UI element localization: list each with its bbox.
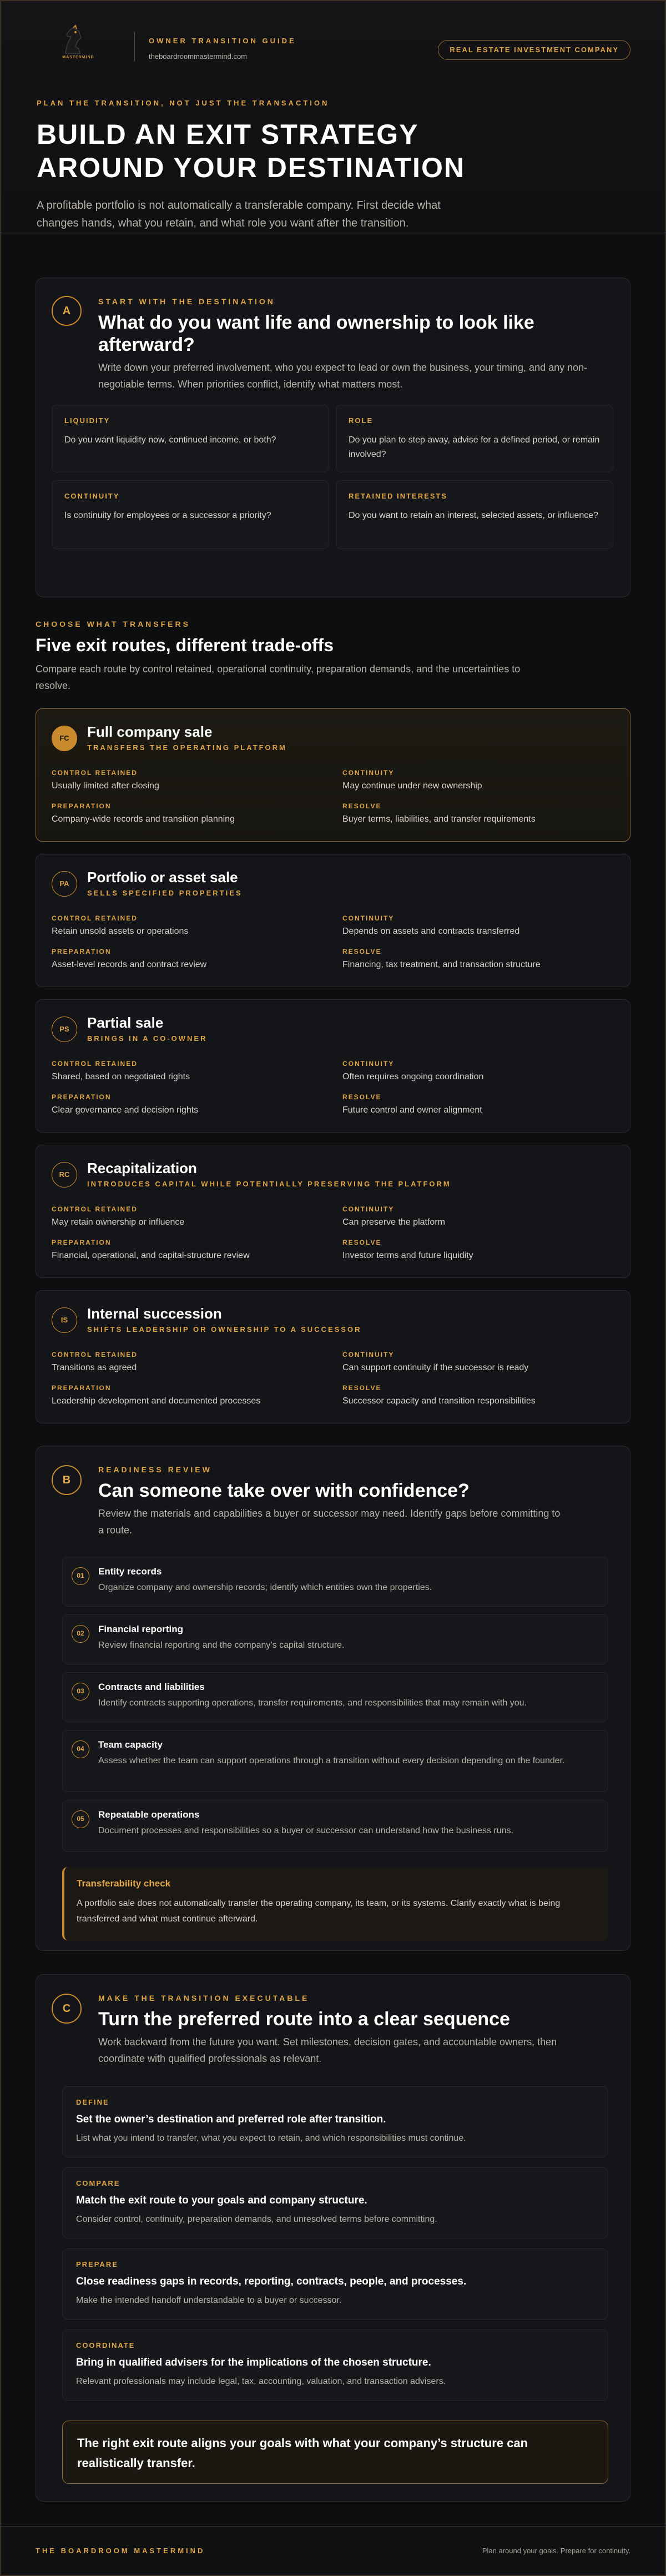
readiness-item-number: 05 bbox=[72, 1810, 89, 1828]
closing-text: The right exit route aligns your goals with what your company’s structure can realistically transfer. bbox=[77, 2436, 528, 2470]
route-label-continuity: CONTINUITY bbox=[342, 1060, 395, 1068]
section-c-lead: Work backward from the future you want. Set milestones, decision gates, and accountable owners, then coordinate with qualified professionals as relevant. bbox=[98, 2036, 557, 2064]
step-text: Make the intended handoff understandable to a buyer or successor. bbox=[76, 2296, 342, 2305]
route-label-continuity: CONTINUITY bbox=[342, 769, 395, 777]
transferability-callout bbox=[62, 1867, 608, 1940]
closing-statement bbox=[62, 2421, 608, 2484]
readiness-item-title: Contracts and liabilities bbox=[98, 1682, 205, 1692]
section-a-lead: Write down your preferred involvement, who you expect to lead or own the business, your timing, and any non-negotiable terms. When priorities conflict, identify what matters most. bbox=[98, 362, 588, 390]
route-value-resolve: Buyer terms, liabilities, and transfer requirements bbox=[342, 814, 536, 824]
route-label-control: CONTROL RETAINED bbox=[52, 769, 138, 777]
step-title: Close readiness gaps in records, reporting, contracts, people, and processes. bbox=[76, 2276, 467, 2287]
section-b-lead: Review the materials and capabilities a buyer or successor may need. Identify gaps before committing to a route. bbox=[98, 1508, 561, 1536]
page-title-line-1: BUILD AN EXIT STRATEGY bbox=[37, 119, 419, 150]
brand-logo bbox=[37, 21, 120, 66]
readiness-item-title: Entity records bbox=[98, 1566, 162, 1577]
readiness-item-financial-reporting bbox=[62, 1614, 608, 1664]
destination-card-text: Do you plan to step away, advise for a defined period, or remain involved? bbox=[349, 435, 600, 459]
route-value-resolve: Future control and owner alignment bbox=[342, 1105, 482, 1115]
destination-card-role bbox=[336, 405, 613, 472]
readiness-item-title: Financial reporting bbox=[98, 1624, 184, 1634]
section-b-title: Can someone take over with confidence? bbox=[98, 1480, 470, 1501]
page-title bbox=[37, 118, 536, 184]
route-card-portfolio-asset-sale[interactable] bbox=[36, 854, 630, 987]
route-card-full-company-sale[interactable] bbox=[36, 708, 630, 842]
destination-card-label: RETAINED INTERESTS bbox=[349, 492, 448, 500]
route-value-control: Transitions as agreed bbox=[52, 1363, 137, 1372]
step-compare bbox=[62, 2167, 608, 2238]
route-card-recapitalization[interactable] bbox=[36, 1145, 630, 1278]
route-title: Internal succession bbox=[87, 1305, 222, 1322]
readiness-item-text: Organize company and ownership records; identify which entities own the properties. bbox=[98, 1583, 432, 1592]
step-label: DEFINE bbox=[76, 2098, 109, 2106]
routes-eyebrow: CHOOSE WHAT TRANSFERS bbox=[36, 620, 190, 628]
step-coordinate bbox=[62, 2330, 608, 2401]
route-badge: FC bbox=[52, 726, 77, 751]
route-badge: PS bbox=[52, 1017, 77, 1042]
route-value-preparation: Company-wide records and transition planning bbox=[52, 814, 235, 824]
route-subtitle: BRINGS IN A CO-OWNER bbox=[87, 1034, 208, 1043]
route-badge: IS bbox=[52, 1307, 77, 1333]
footer bbox=[1, 2526, 665, 2575]
route-label-resolve: RESOLVE bbox=[342, 1239, 382, 1246]
readiness-item-repeatable-operations bbox=[62, 1800, 608, 1852]
route-card-partial-sale[interactable] bbox=[36, 999, 630, 1133]
routes-lead: Compare each route by control retained, operational continuity, preparation demands, and the uncertainties to resolve. bbox=[36, 663, 521, 691]
route-value-resolve: Successor capacity and transition responsibilities bbox=[342, 1396, 536, 1406]
section-b-eyebrow: READINESS REVIEW bbox=[98, 1465, 212, 1474]
route-label-control: CONTROL RETAINED bbox=[52, 1351, 138, 1359]
step-text: Relevant professionals may include legal, tax, accounting, valuation, and transaction advisers. bbox=[76, 2377, 446, 2386]
route-label-preparation: PREPARATION bbox=[52, 1384, 112, 1392]
route-badge: PA bbox=[52, 871, 77, 897]
footer-tagline: Plan around your goals. Prepare for continuity. bbox=[482, 2547, 630, 2555]
route-label-continuity: CONTINUITY bbox=[342, 914, 395, 922]
route-value-preparation: Financial, operational, and capital-structure review bbox=[52, 1251, 250, 1260]
route-value-resolve: Investor terms and future liquidity bbox=[342, 1251, 473, 1260]
route-label-resolve: RESOLVE bbox=[342, 948, 382, 955]
page-title-line-2: AROUND YOUR DESTINATION bbox=[37, 152, 465, 183]
route-label-preparation: PREPARATION bbox=[52, 802, 112, 810]
section-a-badge: A bbox=[52, 296, 82, 326]
readiness-item-entity-records bbox=[62, 1557, 608, 1607]
callout-title: Transferability check bbox=[77, 1878, 171, 1889]
route-label-preparation: PREPARATION bbox=[52, 1093, 112, 1101]
section-a-card bbox=[36, 278, 630, 597]
route-label-control: CONTROL RETAINED bbox=[52, 914, 138, 922]
route-value-control: Retain unsold assets or operations bbox=[52, 927, 189, 936]
readiness-item-team-capacity bbox=[62, 1730, 608, 1792]
readiness-item-text: Document processes and responsibilities so a buyer or successor can understand how the business runs. bbox=[98, 1826, 513, 1835]
route-label-preparation: PREPARATION bbox=[52, 1239, 112, 1246]
guide-title: OWNER TRANSITION GUIDE bbox=[149, 37, 296, 45]
readiness-item-number: 01 bbox=[72, 1567, 89, 1585]
section-c-badge: C bbox=[52, 1994, 82, 2024]
hero-eyebrow: PLAN THE TRANSITION, NOT JUST THE TRANSACTION bbox=[37, 99, 330, 107]
hero-intro: A profitable portfolio is not automatically a transferable company. First decide what changes hands, what you retain, and what role you want after the transition. bbox=[37, 199, 441, 229]
step-text: List what you intend to transfer, what you expect to retain, and which responsibilities must continue. bbox=[76, 2134, 466, 2143]
route-subtitle: TRANSFERS THE OPERATING PLATFORM bbox=[87, 743, 287, 752]
header-divider bbox=[134, 32, 135, 61]
destination-card-text: Do you want liquidity now, continued income, or both? bbox=[64, 435, 276, 445]
destination-card-label: LIQUIDITY bbox=[64, 416, 110, 425]
step-label: COORDINATE bbox=[76, 2341, 135, 2349]
route-value-preparation: Asset-level records and contract review bbox=[52, 960, 207, 969]
destination-card-label: CONTINUITY bbox=[64, 492, 120, 500]
step-title: Match the exit route to your goals and company structure. bbox=[76, 2195, 367, 2206]
section-a-eyebrow: START WITH THE DESTINATION bbox=[98, 297, 275, 306]
readiness-item-title: Team capacity bbox=[98, 1739, 163, 1750]
route-title: Partial sale bbox=[87, 1014, 164, 1031]
step-text: Consider control, continuity, preparation demands, and unresolved terms before committing. bbox=[76, 2215, 437, 2224]
section-c-eyebrow: MAKE THE TRANSITION EXECUTABLE bbox=[98, 1994, 310, 2003]
category-pill: REAL ESTATE INVESTMENT COMPANY bbox=[438, 40, 630, 60]
route-value-preparation: Leadership development and documented processes bbox=[52, 1396, 261, 1406]
destination-card-text: Is continuity for employees or a successor a priority? bbox=[64, 511, 271, 520]
route-value-control: May retain ownership or influence bbox=[52, 1217, 185, 1227]
logo-text: MASTERMIND bbox=[62, 56, 94, 59]
route-value-continuity: Depends on assets and contracts transferred bbox=[342, 927, 520, 936]
destination-card-continuity bbox=[52, 480, 329, 549]
route-title: Portfolio or asset sale bbox=[87, 869, 238, 886]
route-value-resolve: Financing, tax treatment, and transaction structure bbox=[342, 960, 541, 969]
route-card-internal-succession[interactable] bbox=[36, 1290, 630, 1423]
destination-card-label: ROLE bbox=[349, 416, 374, 425]
callout-text: A portfolio sale does not automatically transfer the operating company, its team, or its systems. Clarify exactly what is being transferred and what must continue afterward. bbox=[77, 1899, 561, 1924]
route-label-continuity: CONTINUITY bbox=[342, 1351, 395, 1359]
route-value-continuity: Can support continuity if the successor is ready bbox=[342, 1363, 529, 1372]
routes-title: Five exit routes, different trade-offs bbox=[36, 635, 334, 655]
route-title: Full company sale bbox=[87, 723, 213, 740]
route-badge: RC bbox=[52, 1162, 77, 1188]
route-label-control: CONTROL RETAINED bbox=[52, 1060, 138, 1068]
route-value-continuity: May continue under new ownership bbox=[342, 781, 482, 791]
step-prepare bbox=[62, 2248, 608, 2320]
route-label-resolve: RESOLVE bbox=[342, 802, 382, 810]
step-define bbox=[62, 2086, 608, 2157]
destination-card-liquidity bbox=[52, 405, 329, 472]
readiness-item-text: Review financial reporting and the company’s capital structure. bbox=[98, 1641, 345, 1650]
readiness-item-title: Repeatable operations bbox=[98, 1809, 200, 1820]
route-value-control: Usually limited after closing bbox=[52, 781, 159, 791]
chess-knight-icon bbox=[53, 24, 92, 56]
readiness-item-contracts-liabilities bbox=[62, 1672, 608, 1722]
route-label-control: CONTROL RETAINED bbox=[52, 1205, 138, 1213]
route-title: Recapitalization bbox=[87, 1160, 197, 1176]
route-label-resolve: RESOLVE bbox=[342, 1384, 382, 1392]
destination-card-retained-interests bbox=[336, 480, 613, 549]
section-a-title: What do you want life and ownership to look like afterward? bbox=[98, 312, 534, 355]
route-label-preparation: PREPARATION bbox=[52, 948, 112, 955]
route-label-continuity: CONTINUITY bbox=[342, 1205, 395, 1213]
route-value-continuity: Often requires ongoing coordination bbox=[342, 1072, 484, 1081]
route-subtitle: SHIFTS LEADERSHIP OR OWNERSHIP TO A SUCCESSOR bbox=[87, 1325, 362, 1334]
step-label: COMPARE bbox=[76, 2179, 120, 2187]
step-title: Set the owner’s destination and preferred role after transition. bbox=[76, 2114, 386, 2125]
destination-card-text: Do you want to retain an interest, selected assets, or influence? bbox=[349, 511, 599, 520]
route-value-continuity: Can preserve the platform bbox=[342, 1217, 445, 1227]
site-link[interactable]: theboardroommastermind.com bbox=[149, 52, 248, 61]
readiness-item-text: Identify contracts supporting operations, transfer requirements, and responsibilities that may remain with you. bbox=[98, 1698, 527, 1708]
route-value-control: Shared, based on negotiated rights bbox=[52, 1072, 190, 1081]
readiness-item-number: 02 bbox=[72, 1625, 89, 1643]
readiness-item-number: 04 bbox=[72, 1740, 89, 1758]
footer-brand: THE BOARDROOM MASTERMIND bbox=[36, 2547, 205, 2555]
route-value-preparation: Clear governance and decision rights bbox=[52, 1105, 199, 1115]
route-label-resolve: RESOLVE bbox=[342, 1093, 382, 1101]
step-label: PREPARE bbox=[76, 2260, 118, 2268]
step-title: Bring in qualified advisers for the implications of the chosen structure. bbox=[76, 2357, 431, 2368]
route-subtitle: SELLS SPECIFIED PROPERTIES bbox=[87, 889, 243, 897]
readiness-item-text: Assess whether the team can support operations through a transition without every decision depending on the founder. bbox=[98, 1756, 565, 1765]
route-subtitle: INTRODUCES CAPITAL WHILE POTENTIALLY PRESERVING THE PLATFORM bbox=[87, 1180, 451, 1188]
header bbox=[1, 1, 665, 234]
section-b-badge: B bbox=[52, 1465, 82, 1495]
section-c-title: Turn the preferred route into a clear sequence bbox=[98, 2009, 510, 2030]
readiness-item-number: 03 bbox=[72, 1683, 89, 1700]
